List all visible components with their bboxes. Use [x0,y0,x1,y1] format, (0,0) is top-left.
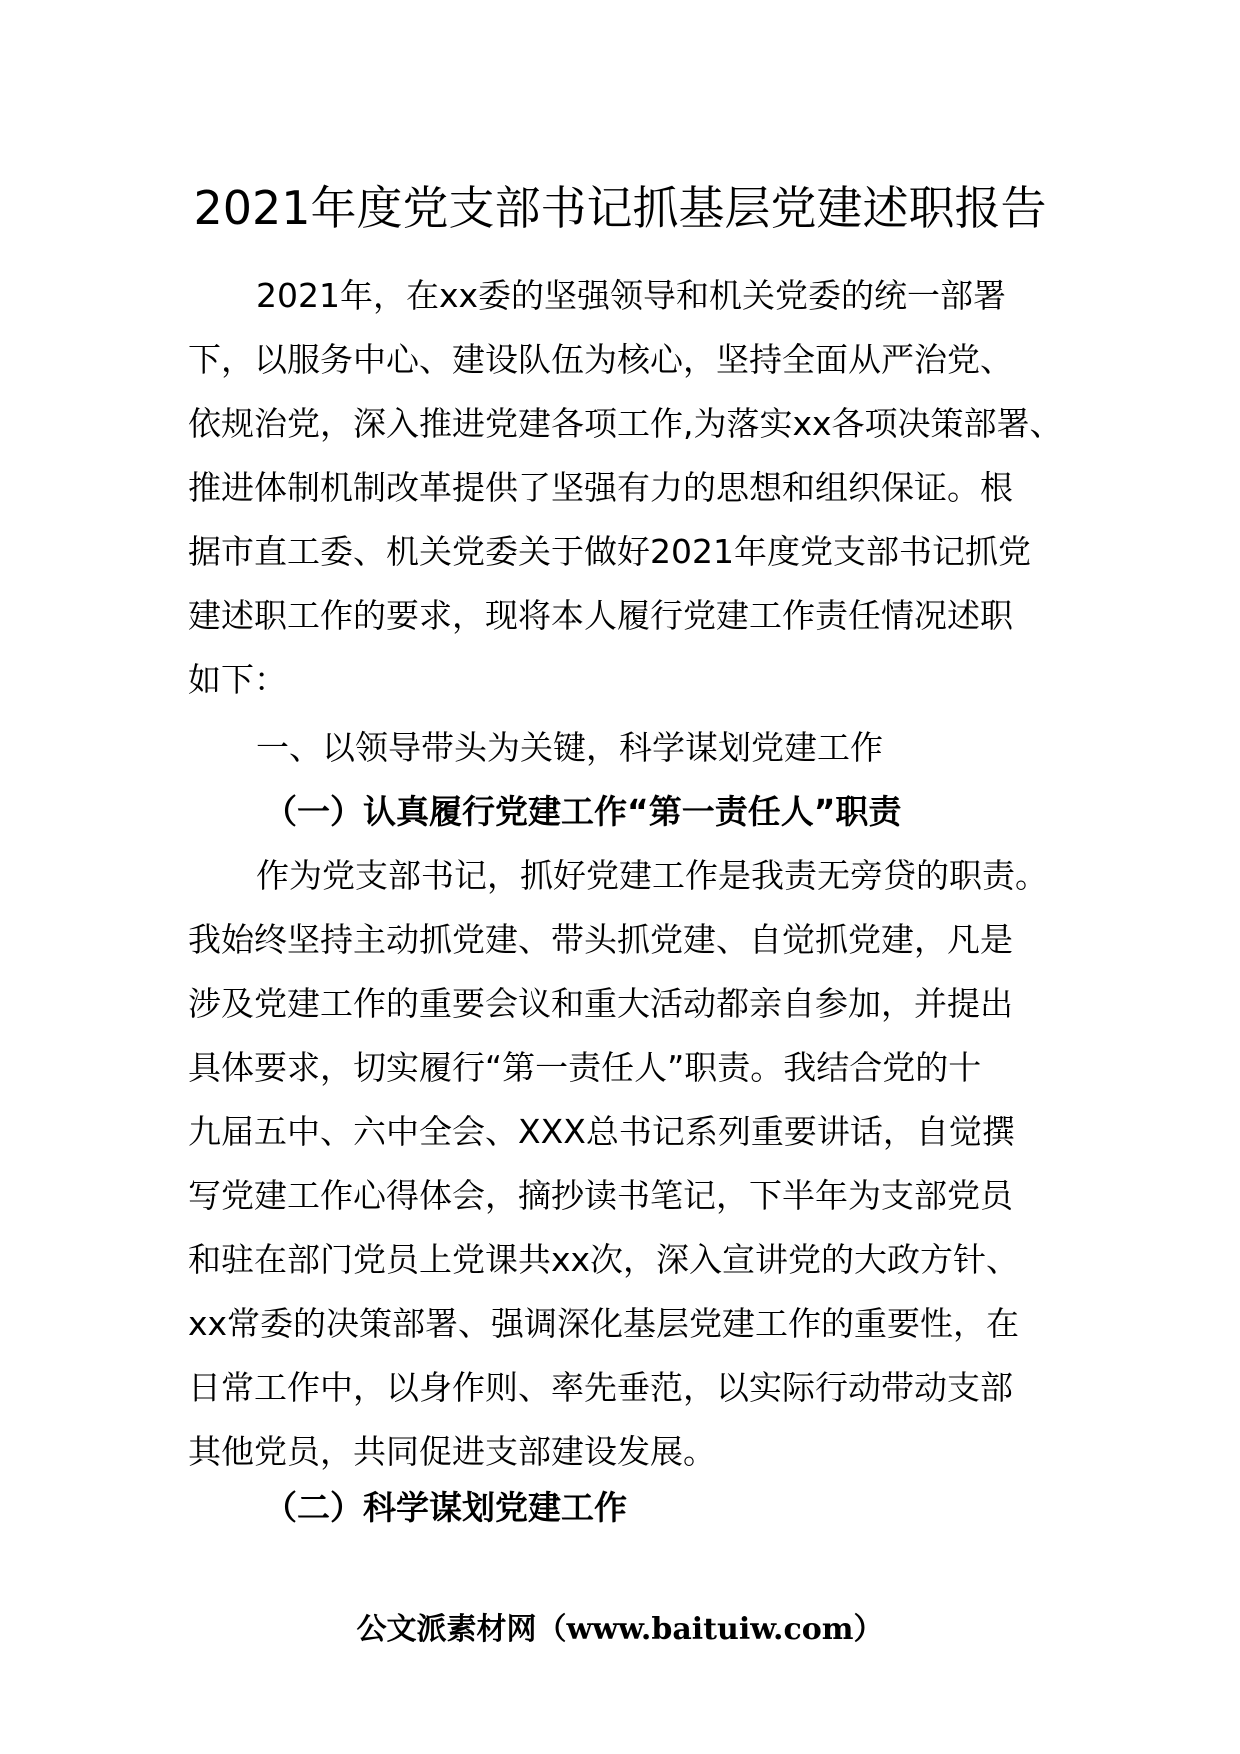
intro-paragraph [188,264,1068,712]
paragraph-line: 作为党支部书记，抓好党建工作是我责无旁贷的职责。 [256,856,1048,895]
subsection-1-heading: （一）认真履行党建工作“第一责任人”职责 [264,792,902,831]
footer-watermark: 公文派素材网（www.baituiw.com） [356,1612,884,1647]
paragraph-line: 我始终坚持主动抓党建、带头抓党建、自觉抓党建，凡是 [188,920,1013,959]
paragraph-line: 2021年，在xx委的坚强领导和机关党委的统一部署 [256,276,1007,315]
paragraph-line: 具体要求，切实履行“第一责任人”职责。我结合党的十 [188,1048,982,1087]
paragraph-line: 建述职工作的要求，现将本人履行党建工作责任情况述职 [188,596,1013,635]
document-title: 2021年度党支部书记抓基层党建述职报告 [193,181,1047,235]
paragraph-line: 和驻在部门党员上党课共xx次，深入宣讲党的大政方针、 [188,1240,1020,1279]
paragraph-line: 日常工作中，以身作则、率先垂范，以实际行动带动支部 [188,1368,1013,1407]
paragraph-line: 下，以服务中心、建设队伍为核心，坚持全面从严治党、 [188,340,1013,379]
paragraph-line: 如下： [188,660,287,699]
section-1-heading: 一、以领导带头为关键，科学谋划党建工作 [256,728,883,767]
paragraph-line: 据市直工委、机关党委关于做好2021年度党支部书记抓党 [188,532,1031,571]
paragraph-line: 其他党员，共同促进支部建设发展。 [188,1432,716,1471]
paragraph-line: 写党建工作心得体会，摘抄读书笔记，下半年为支部党员 [188,1176,1013,1215]
paragraph-line: xx常委的决策部署、强调深化基层党建工作的重要性，在 [188,1304,1020,1343]
paragraph-line: 依规治党，深入推进党建各项工作,为落实xx各项决策部署、 [188,404,1063,443]
subsection-2-heading: （二）科学谋划党建工作 [264,1488,627,1527]
paragraph-line: 九届五中、六中全会、XXX总书记系列重要讲话，自觉撰 [188,1112,1015,1151]
paragraph-line: 推进体制机制改革提供了坚强有力的思想和组织保证。根 [188,468,1013,507]
paragraph-line: 涉及党建工作的重要会议和重大活动都亲自参加，并提出 [188,984,1013,1023]
subsection-1-paragraph [188,844,1068,1484]
